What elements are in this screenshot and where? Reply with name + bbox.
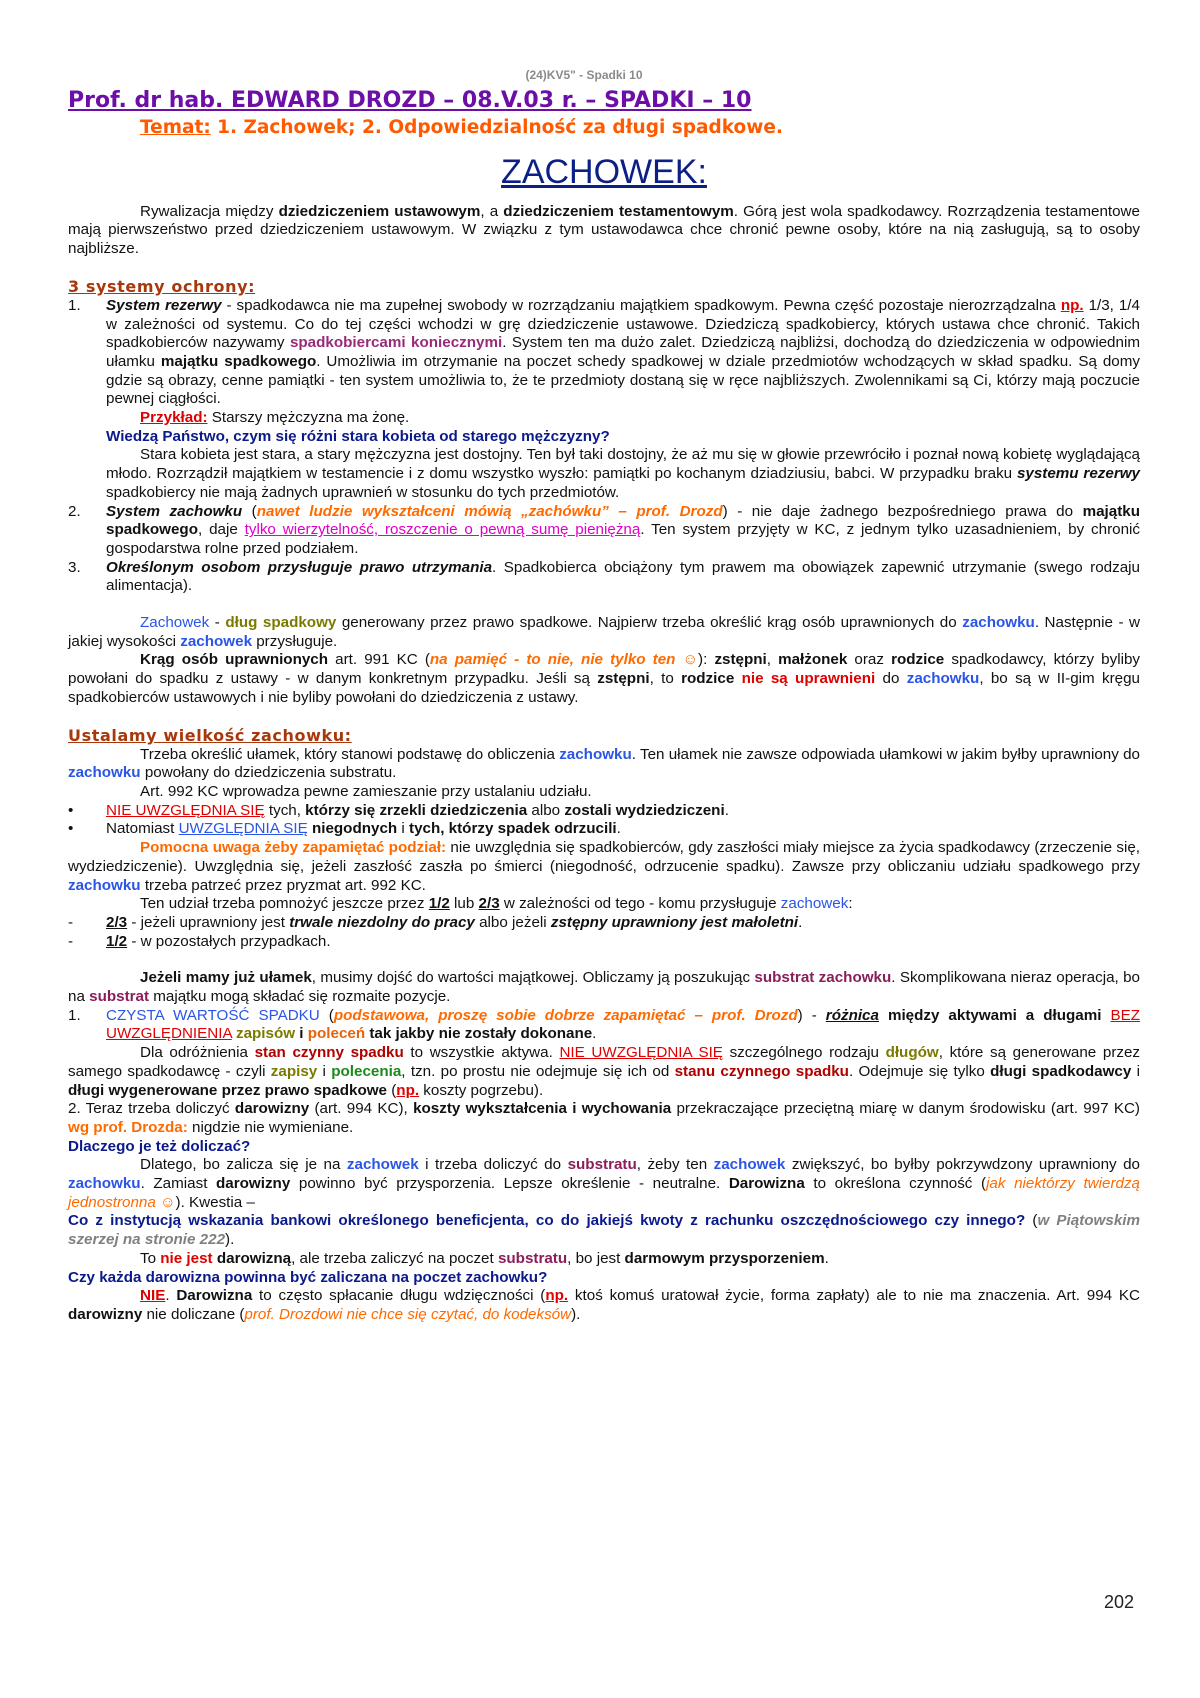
text-run: Krąg osób uprawnionych — [140, 651, 329, 669]
text-run: - w pozostałych przypadkach. — [127, 932, 331, 950]
main-heading: ZACHOWEK: — [501, 152, 707, 191]
text-run: , to — [649, 670, 682, 688]
text-run: . Zamiast — [140, 1175, 217, 1193]
text-run: zachowek — [346, 1156, 419, 1174]
text-run: lub — [449, 895, 479, 913]
text-run: Co z instytucją wskazania bankowi określonego beneficjenta, co do jakiejś kwoty z rachunku oszczędnościowego czy innego? — [68, 1212, 1026, 1230]
text-run: majątku spadkowego — [106, 502, 1140, 539]
system-item-text — [106, 297, 1140, 409]
text-run: stan czynny spadku — [254, 1044, 404, 1062]
text-run: ) - nie daje żadnego bezpośredniego prawa do — [722, 502, 1083, 520]
text-run: art. 991 KC ( — [328, 651, 430, 669]
text-run: , bo są w II-gim kręgu spadkobierców ustawowych i nie byliby powołani do dziedziczenia z ustawy. — [68, 670, 1140, 706]
text-run: zachowku — [559, 745, 632, 763]
text-run: To — [140, 1249, 161, 1267]
text-run: Dla odróżnienia — [140, 1044, 255, 1062]
text-run: stanu czynnego spadku — [674, 1062, 849, 1080]
text-run: nie doliczane ( — [142, 1305, 245, 1323]
text-run: np. — [396, 1081, 420, 1099]
text-run: zachowku — [962, 614, 1035, 632]
answer-paragraph — [68, 446, 1140, 502]
text-run: i trzeba doliczyć do — [418, 1156, 568, 1174]
text-run: ( — [387, 1081, 397, 1099]
text-run: do — [875, 670, 907, 688]
text-run: . Ten system przyjęty w KC, z jednym tylko uzasadnieniem, by chronić gospodarstwa rolne przed podziałem. — [106, 521, 1141, 557]
text-run: System zachowku — [106, 502, 243, 520]
text-run: Natomiast — [106, 820, 179, 838]
text-run: UWZGLĘDNIA SIĘ — [178, 820, 308, 838]
text-run: ). — [225, 1231, 235, 1249]
text-run: NIE — [140, 1287, 166, 1305]
text-run: , a — [480, 202, 504, 220]
text-run: małżonek — [778, 651, 848, 669]
list-number: 2. — [68, 502, 81, 520]
running-head: (24)KV5" - Spadki 10 — [525, 68, 643, 82]
text-run: darowizny — [216, 1175, 291, 1193]
text-run: na pamięć - to nie, nie tylko ten ☺ — [429, 651, 699, 669]
text-run: . Górą jest wola spadkodawcy. Rozrządzenia testamentowe mają pierwszeństwo przed dziedziczeniem ustawowym. W związku z tym ustawodawca chce chronić pewne osoby, które na nią zasługują, są to osoby najbliższe. — [68, 202, 1140, 258]
text-run: zapisów — [235, 1025, 296, 1043]
text-run: 1/2 — [106, 932, 128, 950]
text-run: , daje — [198, 521, 245, 539]
text-run: spadkobiercami koniecznymi — [289, 334, 503, 352]
text-run: Określonym osobom przysługuje prawo utrzymania — [106, 558, 493, 576]
text-run: powołany do dziedziczenia substratu. — [140, 764, 397, 782]
text-run: . Spadkobierca obciążony tym prawem ma obowiązek zapewnić utrzymanie (swego rodzaju alimentacja). — [106, 558, 1140, 595]
text-run: różnica — [825, 1006, 879, 1024]
zachowek-definition — [68, 614, 1140, 651]
text-run: dziedziczeniem testamentowym — [503, 202, 734, 220]
entitled-circle-paragraph — [68, 651, 1140, 707]
question-line: Czy każda darowizna powinna być zaliczana na poczet zachowku? — [68, 1268, 548, 1286]
text-run: wg prof. Drozda: — [68, 1118, 188, 1136]
text-run: . Następnie - w jakiej wysokości — [68, 614, 1140, 650]
text-run: NIE UWZGLĘDNIA SIĘ — [559, 1044, 723, 1062]
text-run: spadkobiercy nie mają żadnych uprawnień w stosunku do tych przedmiotów. — [106, 483, 620, 501]
answer-paragraph — [68, 1287, 1140, 1324]
text-run: zstępni — [714, 651, 767, 669]
section-heading-amount: Ustalamy wielkość zachowku: — [68, 725, 352, 745]
text-run: rodzice — [681, 670, 735, 688]
helpful-note-paragraph — [68, 839, 1140, 895]
system-item-3 — [68, 559, 1140, 596]
lecture-subtitle — [68, 115, 1140, 141]
text-run: zachowku — [68, 764, 141, 782]
text-run: w Piątowskim szerzej na stronie 222 — [68, 1212, 1140, 1249]
text-run: . — [616, 820, 621, 838]
text-run: oraz — [847, 651, 892, 669]
bullet-item — [68, 820, 1140, 839]
text-run: BEZ UWZGLĘDNIENIA — [106, 1006, 1141, 1043]
text-run: majątku spadkowego — [160, 352, 317, 370]
text-run: Przykład: — [140, 409, 208, 427]
text-run: np. — [545, 1287, 569, 1305]
text-run: darowizny — [68, 1305, 143, 1323]
text-run: Starszy mężczyzna ma żonę. — [207, 409, 410, 427]
text-run: szczególnego rodzaju — [722, 1044, 886, 1062]
dash-marker-icon: - — [68, 932, 74, 950]
text-run: Zachowek — [140, 614, 210, 632]
art992-paragraph: Art. 992 KC wprowadza pewne zamieszanie przy ustalaniu udziału. — [140, 782, 592, 800]
text-run: - jeżeli uprawniony jest — [127, 913, 290, 931]
text-run: dziedziczeniem ustawowym — [278, 202, 481, 220]
text-run: koszty pogrzebu). — [419, 1081, 544, 1099]
text-run: zstępny uprawniony jest małoletni — [550, 913, 799, 931]
text-run: , ale trzeba zaliczyć na poczet — [291, 1249, 498, 1267]
text-run: tych, — [264, 801, 306, 819]
text-run: nie są uprawnieni — [741, 670, 876, 688]
text-run: ): — [698, 651, 715, 669]
text-run: Darowizna — [728, 1175, 805, 1193]
text-run: , tzn. po prostu nie odejmuje się ich od — [401, 1062, 675, 1080]
document-page — [68, 66, 1140, 1325]
text-run: . — [824, 1249, 829, 1267]
system-item-text — [106, 503, 1140, 559]
text-run: . Skomplikowana nieraz operacja, bo na — [68, 969, 1140, 1006]
text-run: i — [1131, 1062, 1140, 1080]
system-item-2 — [68, 503, 1140, 559]
text-run: to wszystkie aktywa. — [403, 1044, 560, 1062]
text-run: trwale niezdolny do pracy — [289, 913, 475, 931]
bullet-text — [106, 802, 1140, 821]
text-run: polecenia — [331, 1062, 402, 1080]
text-run: nie jest — [160, 1249, 213, 1267]
text-run: albo jeżeli — [474, 913, 551, 931]
text-run: to określona czynność ( — [804, 1175, 987, 1193]
example-line — [68, 409, 1140, 428]
subtitle-topics: 1. Zachowek; 2. Odpowiedzialność za długi spadkowe. — [210, 116, 783, 138]
list-number: 1. — [68, 1006, 81, 1024]
text-run: , które są generowane przez samego spadkodawcę - czyli — [68, 1044, 1141, 1080]
text-run: Ten udział trzeba pomnożyć jeszcze przez — [140, 895, 429, 913]
text-run: ( — [1025, 1212, 1038, 1230]
text-run: System rezerwy — [106, 296, 222, 314]
point-1-text — [106, 1007, 1140, 1044]
text-run: zachowku — [68, 876, 141, 894]
text-run: długi wygenerowane przez prawo spadkowe — [68, 1081, 388, 1099]
text-run: zstępni — [597, 670, 650, 688]
text-run: zachowku — [68, 1175, 141, 1193]
system-item-1 — [68, 297, 1140, 409]
text-run: ( — [242, 502, 257, 520]
multiply-paragraph — [68, 895, 1140, 914]
text-run: długi spadkodawcy — [990, 1062, 1132, 1080]
text-run: między aktywami a długami — [878, 1006, 1111, 1024]
distinction-paragraph — [68, 1044, 1140, 1100]
text-run: substratu — [497, 1249, 568, 1267]
text-run: podstawowa, proszę sobie dobrze zapamiętać – prof. Drozd — [333, 1006, 798, 1024]
spacer — [68, 596, 1140, 614]
fraction-paragraph — [68, 746, 1140, 783]
dash-marker-icon: - — [68, 913, 74, 931]
substrate-paragraph — [68, 969, 1140, 1006]
point-1 — [68, 1007, 1140, 1044]
intro-paragraph — [68, 203, 1140, 259]
system-item-text — [106, 559, 1140, 596]
dash-text — [106, 914, 1140, 933]
dash-item — [68, 914, 1140, 933]
answer-paragraph — [68, 1156, 1140, 1212]
text-run: . — [724, 801, 729, 819]
text-run: to często spłacanie długu wdzięczności ( — [252, 1287, 546, 1305]
dash-item — [68, 933, 1140, 952]
bullet-dot-icon: • — [68, 801, 74, 819]
text-run: ). Kwestia – — [175, 1193, 255, 1211]
text-run: trzeba patrzeć przez pryzmat art. 992 KC. — [140, 876, 426, 894]
text-run: nigdzie nie wymieniane. — [187, 1118, 354, 1136]
text-run: nawet ludzie wykształceni mówią „zachówku” – prof. Drozd — [256, 502, 723, 520]
text-run: substrat zachowku — [754, 969, 892, 987]
text-run: . — [165, 1287, 177, 1305]
bullet-item — [68, 802, 1140, 821]
text-run: CZYSTA WARTOŚĆ SPADKU — [106, 1006, 320, 1024]
text-run: (art. 994 KC), — [309, 1100, 414, 1118]
page-number: 202 — [1103, 1592, 1134, 1612]
text-run: zapisy — [270, 1062, 318, 1080]
subtitle-lead: Temat: — [140, 116, 211, 138]
text-run: . — [592, 1025, 597, 1043]
list-number: 1. — [68, 296, 81, 314]
bullet-text — [106, 820, 1140, 839]
text-run: przysługuje. — [252, 632, 338, 650]
text-run: tylko wierzytelność, roszczenie o pewną sumę pieniężną — [244, 521, 641, 539]
text-run: . — [798, 913, 803, 931]
text-run: darowizny — [234, 1100, 310, 1118]
text-run: : — [848, 895, 853, 913]
text-run: zachowek — [180, 632, 253, 650]
text-run: substratu — [567, 1156, 637, 1174]
text-run: zostali wydziedziczeni — [564, 801, 725, 819]
lecture-title: Prof. dr hab. EDWARD DROZD – 08.V.03 r. – SPADKI – 10 — [68, 87, 752, 113]
text-run: 2/3 — [478, 895, 500, 913]
text-run: Pomocna uwaga żeby zapamiętać podział: — [140, 839, 447, 857]
text-run: , bo jest — [567, 1249, 625, 1267]
text-run: Trzeba określić ułamek, który stanowi podstawę do obliczenia — [140, 745, 560, 763]
bullet-dot-icon: • — [68, 820, 74, 838]
text-run: Dlatego, bo zalicza się je na — [140, 1156, 347, 1174]
text-run: generowany przez prawo spadkowe. Najpierw trzeba określić krąg osób uprawnionych do — [336, 614, 963, 632]
text-run: . Umożliwia im otrzymanie na poczet schedy spadkowej w dziale przedmiotów wchodzących w skład spadku. Są domy gdzie są obrazy, cenne pamiątki - ten system umożliwia to, że te przedmioty dostaną się w ręce najbliższych. Zwolennikami są Ci, którzy mają poczucie pewnej ciągłości. — [106, 352, 1140, 408]
text-run: zachowek — [713, 1156, 786, 1174]
text-run: poleceń — [307, 1025, 366, 1043]
section-heading-systems: 3 systemy ochrony: — [68, 276, 256, 296]
text-run: , żeby ten — [636, 1156, 714, 1174]
list-number: 3. — [68, 558, 81, 576]
text-run: dług spadkowy — [225, 614, 337, 632]
text-run: np. — [1060, 296, 1084, 314]
text-run: majątku mogą składać się rozmaite pozycje. — [149, 988, 451, 1006]
text-run: . System ten ma dużo zalet. Dziedziczą najbliżsi, dochodzą do dziedziczenia w odpowiednim ułamku — [106, 334, 1140, 370]
text-run: - — [209, 614, 226, 632]
text-run: niegodnych — [311, 820, 398, 838]
text-run: prof. Drozdowi nie chce się czytać, do kodeksów — [244, 1305, 572, 1323]
text-run: w zależności od tego - komu przysługuje — [499, 895, 781, 913]
text-run: długów — [885, 1044, 939, 1062]
text-run: jak niektórzy twierdzą jednostronna ☺ — [68, 1175, 1140, 1211]
text-run: substrat — [89, 988, 150, 1006]
text-run: i — [397, 820, 410, 838]
text-run: zachowku — [906, 670, 980, 688]
text-run: tych, którzy spadek odrzucili — [409, 820, 617, 838]
point-2-paragraph — [68, 1100, 1140, 1137]
text-run: Jeżeli mamy już ułamek — [140, 969, 312, 987]
text-run: 1/3, 1/4 w zależności od systemu. Co do tej części wchodzi w grę dziedziczenie ustawowe. Dziedziczą spadkobiercy, których ustawa chce chronić. Takich spadkobierców nazywamy — [106, 296, 1140, 352]
text-run: 1/2 — [428, 895, 450, 913]
text-run: darmowym przysporzeniem — [624, 1249, 825, 1267]
text-run: Darowizna — [176, 1287, 253, 1305]
answer-paragraph — [68, 1250, 1140, 1269]
dash-text — [106, 933, 1140, 952]
text-run: zachowek — [780, 895, 849, 913]
text-run: NIE UWZGLĘDNIA SIĘ — [106, 801, 265, 819]
text-run: tak jakby nie zostały dokonane — [365, 1025, 593, 1043]
text-run: . Ten ułamek nie zawsze odpowiada ułamkowi w jakim byłby uprawniony do — [631, 745, 1140, 763]
text-run: , musimy dojść do wartości majątkowej. Obliczamy ją poszukując — [311, 969, 755, 987]
text-run: albo — [527, 801, 565, 819]
question-line: Dlaczego je też doliczać? — [68, 1137, 251, 1155]
text-run: i — [295, 1025, 308, 1043]
text-run: - spadkodawca nie ma zupełnej swobody w rozrządzaniu majątkiem spadkowym. Pewna część pozostaje nierozrządzalna — [221, 296, 1061, 314]
text-run: systemu rezerwy — [1016, 465, 1140, 483]
text-run: darowizną — [216, 1249, 292, 1267]
text-run: ) - — [797, 1006, 826, 1024]
text-run: spadkodawcy, którzy byliby powołani do spadku z ustawy - w danym konkretnym przypadku. Jeśli są — [68, 651, 1141, 688]
text-run: nie uwzględnia się spadkobierców, gdy zaszłości miały miejsce za życia spadkodawcy (zrzeczenie się, wydziedziczenie). Uwzględnia się, jeżeli zaszłość zaszła po śmierci (niegodność, odrzucenie spadku). Zawsze przy obliczaniu udziału spadkowego przy — [68, 839, 1140, 875]
text-run: i — [317, 1062, 332, 1080]
question-bank-beneficiary — [68, 1212, 1140, 1249]
text-run: ). — [571, 1305, 581, 1323]
text-run: , — [766, 651, 779, 669]
text-run: Stara kobieta jest stara, a stary mężczyzna jest dostojny. Ten był taki dostojny, że aż mu się w głowie przewróciło i poznał nową kobietę wyglądającą młodo. Rozrządził majątkiem w testamencie i z domu wszystko wyszło: pamiątki po kochanym dziadziusiu, babci. W przypadku braku — [106, 446, 1140, 483]
text-run: powinno być przysporzenia. Lepsze określenie - neutralne. — [290, 1175, 729, 1193]
text-run: koszty wykształcenia i wychowania — [413, 1100, 672, 1118]
text-run: 2. Teraz trzeba doliczyć — [68, 1100, 235, 1118]
text-run: 2/3 — [106, 913, 128, 931]
text-run: którzy się zrzekli dziedziczenia — [305, 801, 528, 819]
text-run — [734, 670, 741, 687]
text-run: przekraczające przeciętną miarę w danym środowisku (art. 997 KC) — [671, 1100, 1140, 1118]
text-run: zwiększyć, bo byłby pokrzywdzony uprawniony do — [785, 1156, 1140, 1174]
question-line: Wiedzą Państwo, czym się różni stara kobieta od starego mężczyzny? — [106, 427, 610, 445]
text-run: rodzice — [891, 651, 945, 669]
text-run: ( — [319, 1006, 334, 1024]
text-run: ktoś komuś uratował życie, forma zapłaty) ale to nie ma znaczenia. Art. 994 KC — [568, 1287, 1140, 1305]
text-run: . Odejmuje się tylko — [848, 1062, 991, 1080]
spacer — [68, 951, 1140, 969]
text-run: Rywalizacja między — [140, 202, 279, 220]
